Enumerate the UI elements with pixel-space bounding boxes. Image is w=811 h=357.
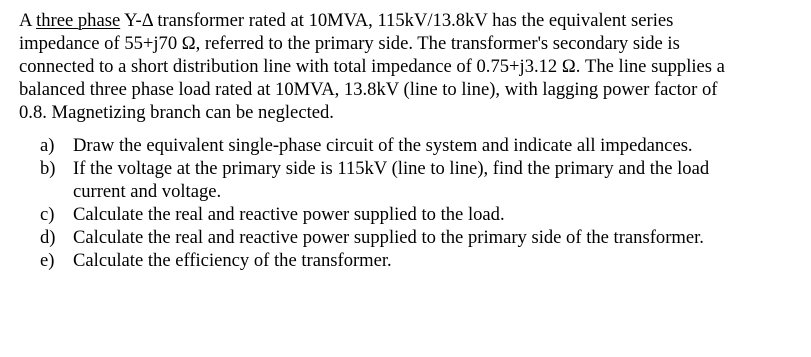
problem-line-2: impedance of 55+j70 Ω, referred to the primary side. The transformer's secondary side is xyxy=(19,33,680,54)
problem-line-1-prefix: A xyxy=(19,10,37,31)
question-text: Calculate the efficiency of the transformer. xyxy=(73,250,392,271)
question-text: If the voltage at the primary side is 115kV (line to line), find the primary and the load xyxy=(73,158,710,179)
question-item-c xyxy=(40,203,800,226)
question-text: Draw the equivalent single-phase circuit of the system and indicate all impedances. xyxy=(73,135,693,156)
question-marker: d) xyxy=(40,227,56,248)
problem-line-5: 0.8. Magnetizing branch can be neglected. xyxy=(19,102,334,123)
question-marker: a) xyxy=(40,135,55,156)
problem-line-1-suffix: Y-Δ transformer rated at 10MVA, 115kV/13.8kV has the equivalent series xyxy=(120,10,674,31)
problem-line-4: balanced three phase load rated at 10MVA, 13.8kV (line to line), with lagging power factor of xyxy=(19,79,718,100)
question-text: Calculate the real and reactive power supplied to the load. xyxy=(73,204,505,225)
question-list xyxy=(40,134,800,272)
question-marker: c) xyxy=(40,204,55,225)
question-item-e xyxy=(40,249,800,272)
question-marker: b) xyxy=(40,158,56,179)
question-item-a xyxy=(40,134,800,157)
question-text-continued: current and voltage. xyxy=(73,181,222,202)
question-text: Calculate the real and reactive power supplied to the primary side of the transformer. xyxy=(73,227,704,248)
question-marker: e) xyxy=(40,250,55,271)
three-phase-underlined-text: three phase xyxy=(36,10,121,31)
problem-statement xyxy=(19,9,799,124)
problem-line-1 xyxy=(19,9,799,32)
problem-line-3: connected to a short distribution line with total impedance of 0.75+j3.12 Ω. The line supplies a xyxy=(19,56,725,77)
question-item-b xyxy=(40,157,800,203)
question-item-d xyxy=(40,226,800,249)
